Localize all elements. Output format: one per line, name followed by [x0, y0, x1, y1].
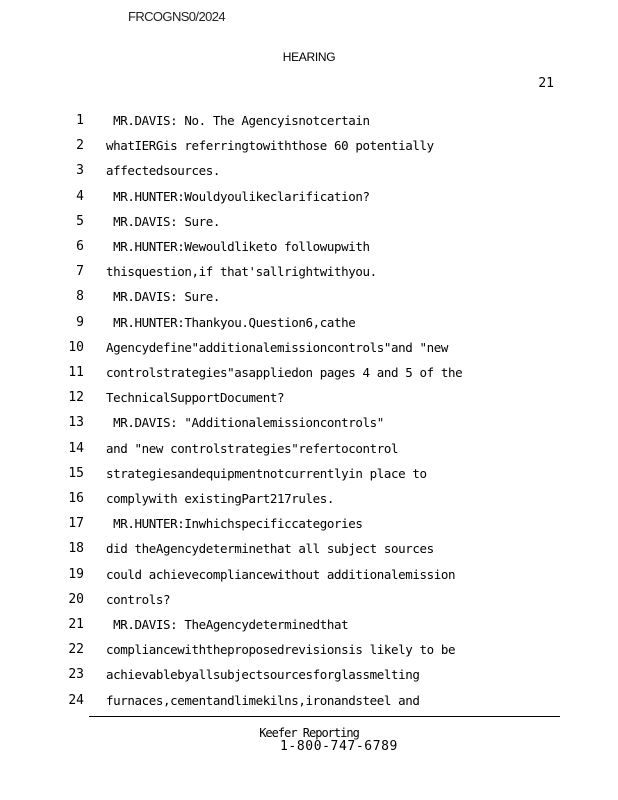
transcript-line	[0, 516, 618, 536]
line-number: 10	[68, 339, 84, 355]
line-text: furnaces,cementandlimekilns,ironandsteel and	[106, 692, 420, 708]
line-number: 20	[68, 591, 84, 607]
line-number: 16	[68, 491, 84, 506]
line-text: MR.DAVIS: TheAgencydeterminedthat	[106, 617, 349, 632]
line-text: whatIERGis referringtowiththose 60 potentially	[106, 138, 434, 154]
transcript-line	[0, 390, 618, 410]
line-number: 12	[68, 390, 84, 406]
line-number: 9	[76, 314, 84, 330]
line-number: 3	[76, 163, 84, 179]
line-text: could achievecompliancewithout additionalemission	[106, 566, 456, 582]
line-number: 22	[68, 642, 84, 658]
transcript-line	[0, 163, 618, 183]
transcript-line	[0, 239, 618, 259]
transcript-line	[0, 365, 618, 385]
line-number: 23	[68, 667, 84, 683]
reporting-phone: 1-800-747-6789	[280, 739, 398, 754]
transcript-line	[0, 113, 618, 133]
transcript-line	[0, 214, 618, 234]
transcript-line	[0, 441, 618, 461]
line-text: complywith existingPart217rules.	[106, 491, 335, 506]
line-number: 5	[76, 213, 84, 229]
line-number: 11	[68, 365, 84, 380]
line-number: 6	[76, 239, 84, 254]
line-number: 18	[68, 541, 84, 557]
line-text: MR.DAVIS: "Additionalemissioncontrols"	[106, 415, 384, 431]
transcript-line	[0, 315, 618, 335]
transcript-line	[0, 617, 618, 637]
line-number: 4	[76, 188, 84, 204]
transcript-line	[0, 466, 618, 486]
transcript-line	[0, 642, 618, 662]
transcript-line	[0, 567, 618, 587]
filing-date-stamp: FRCOGNS0/2024	[128, 9, 225, 24]
footer-divider	[89, 716, 560, 717]
transcript-line	[0, 264, 618, 284]
transcript-line	[0, 592, 618, 612]
transcript-line	[0, 491, 618, 511]
line-text: MR.HUNTER:Wouldyoulikeclarification?	[106, 188, 370, 204]
transcript-line	[0, 189, 618, 209]
line-number: 1	[76, 113, 84, 128]
line-text: TechnicalSupportDocument?	[106, 390, 285, 406]
line-number: 7	[76, 264, 84, 280]
line-text: MR.HUNTER:Inwhichspecificcategories	[106, 516, 363, 532]
line-text: MR.DAVIS: No. The Agencyisnotcertain	[106, 113, 370, 128]
line-text: MR.HUNTER:Thankyou.Question6,cathe	[106, 314, 356, 330]
document-title: HEARING	[282, 50, 336, 64]
line-number: 17	[68, 516, 84, 532]
line-number: 24	[68, 692, 84, 708]
line-number: 2	[76, 138, 84, 154]
transcript-line	[0, 415, 618, 435]
line-text: MR.DAVIS: Sure.	[106, 213, 221, 229]
line-text: controls?	[106, 591, 171, 607]
line-text: compliancewiththeproposedrevisionsis likely to be	[106, 642, 456, 658]
line-text: affectedsources.	[106, 163, 221, 179]
line-number: 19	[68, 566, 84, 582]
transcript-line	[0, 667, 618, 687]
line-text: controlstrategies"asappliedon pages 4 and 5 of the	[106, 365, 463, 380]
line-text: achievablebyallsubjectsourcesforglassmelting	[106, 667, 420, 683]
line-text: Agencydefine"additionalemissioncontrols"and "new	[106, 339, 449, 355]
line-text: MR.DAVIS: Sure.	[106, 289, 221, 305]
transcript-line	[0, 693, 618, 713]
page-number: 21	[538, 76, 554, 91]
transcript-line	[0, 289, 618, 309]
transcript-line	[0, 340, 618, 360]
line-text: strategiesandequipmentnotcurrentlyin place to	[106, 465, 427, 481]
line-text: MR.HUNTER:Wewouldliketo followupwith	[106, 239, 370, 254]
reporting-company: Keefer Reporting	[259, 726, 359, 740]
line-number: 21	[68, 617, 84, 632]
transcript-line	[0, 138, 618, 158]
line-number: 14	[68, 440, 84, 456]
line-number: 13	[68, 415, 84, 431]
line-text: and "new controlstrategies"refertocontrol	[106, 440, 399, 456]
line-number: 8	[76, 289, 84, 305]
line-number: 15	[68, 465, 84, 481]
line-text: thisquestion,if that'sallrightwithyou.	[106, 264, 377, 280]
transcript-line	[0, 541, 618, 561]
line-text: did theAgencydeterminethat all subject sources	[106, 541, 434, 557]
